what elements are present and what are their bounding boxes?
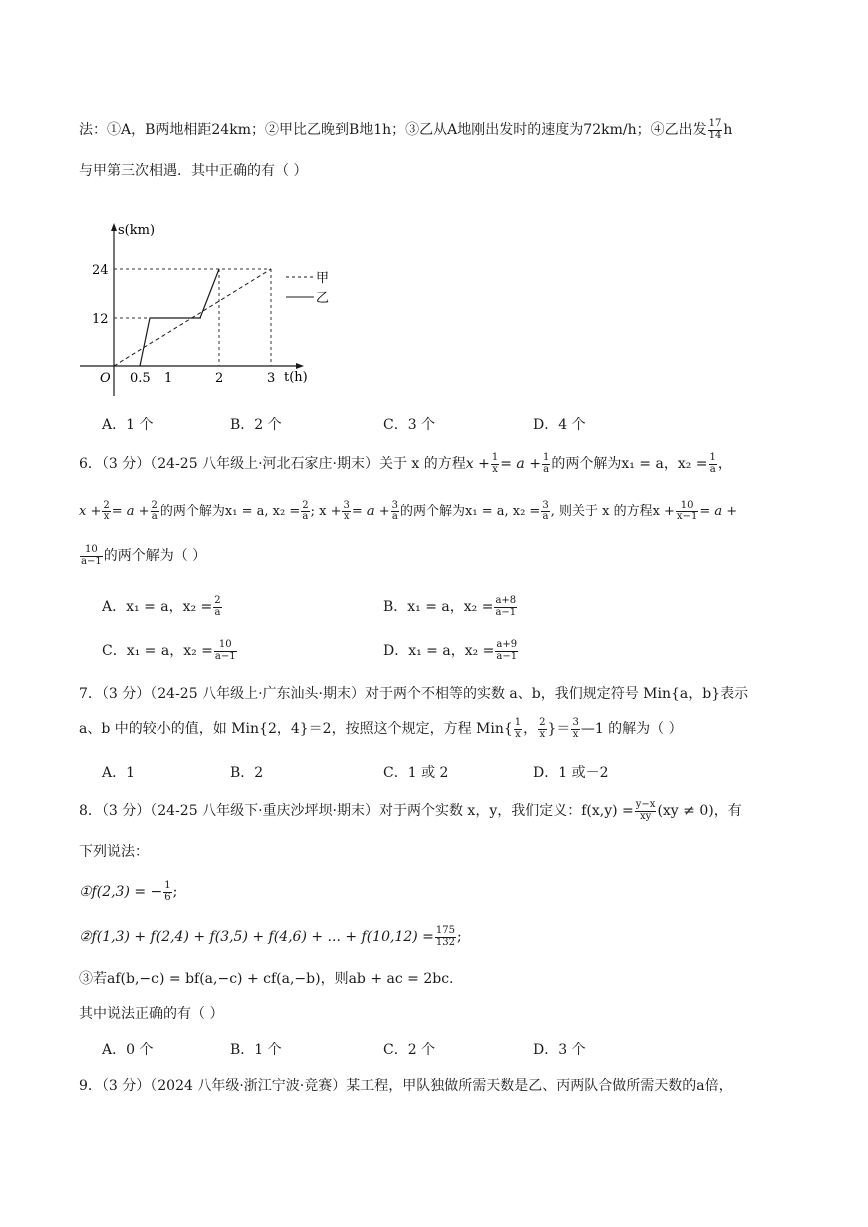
q6-line1: 6．（3 分）（24-25 八年级上·河北石家庄·期末）关于 x 的方程x + $\frac{1}{x}$ = a + $\frac{1}{a}$ 的两个解为x₁ = a，x₂ = $\frac{1}{a}$ ，: [79, 452, 732, 475]
q8-line2: 下列说法：: [79, 844, 149, 860]
y-tick-12: 12: [92, 312, 109, 327]
q8-statement-3: ③若af(b,−c) = bf(a,−c) + cf(a,−b)，则ab + ac = 2bc.: [79, 971, 454, 987]
q8-option-d[interactable]: D．3 个: [533, 1042, 586, 1058]
q6-option-d[interactable]: D．x₁ = a，x₂ = $\frac{a+9}{a-1}$: [383, 639, 518, 662]
q8-statement-2: ②f(1,3) + f(2,4) + f(3,5) + f(4,6) + ... + f(10,12) = $\frac{175}{132}$ ;: [79, 925, 462, 948]
q8-line1: 8．（3 分）（24-25 八年级下·重庆沙坪坝·期末）对于两个实数 x，y，我们定义：f(x,y) = $\frac{y-x}{xy}$ (xy ≠ 0)，有: [79, 799, 742, 822]
x-axis-label: t(h): [284, 370, 308, 385]
legend-jia: 甲: [316, 271, 330, 286]
x-tick-0.5: 0.5: [130, 371, 151, 386]
q5-statement-line2: 与甲第三次相遇．其中正确的有（ ）: [79, 163, 308, 179]
y-axis-label: s(km): [118, 223, 156, 238]
q6-option-a[interactable]: A．x₁ = a，x₂ = $\frac{2}{a}$: [102, 595, 221, 618]
origin-label: O: [100, 371, 111, 386]
legend-yi: 乙: [316, 291, 330, 306]
q5-statement-line1: 法：①A，B两地相距24km；②甲比乙晚到B地1h；③乙从A地刚出发时的速度为72km/h；④乙出发 $\frac{17}{14}$ h: [79, 118, 733, 141]
q7-line2: a、b 中的较小的值，如 Min{2，4}＝2，按照这个规定，方程 Min{ $\frac{1}{x}$ ， $\frac{2}{x}$ }＝ $\frac{3}{x}$ —1 的解为（ ）: [79, 717, 683, 740]
x-tick-2: 2: [215, 371, 224, 386]
q8-statement-1: ①f(2,3) = − $\frac{1}{6}$ ;: [79, 880, 178, 903]
q6-option-b[interactable]: B．x₁ = a，x₂ = $\frac{a+8}{a-1}$: [383, 595, 517, 618]
fraction: $\frac{17}{14}$: [708, 118, 722, 141]
x-tick-1: 1: [164, 371, 173, 386]
q8-question: 其中说法正确的有（ ）: [79, 1006, 224, 1022]
x-tick-3: 3: [267, 371, 276, 386]
q7-line1: 7．（3 分）（24-25 八年级上·广东汕头·期末）对于两个不相等的实数 a、b，我们规定符号 Min{a，b}表示: [79, 686, 749, 702]
q7-option-c[interactable]: C．1 或 2: [383, 765, 449, 781]
q7-option-b[interactable]: B．2: [230, 765, 264, 781]
q7-option-d[interactable]: D．1 或－2: [533, 765, 609, 781]
q5-option-a[interactable]: A．1 个: [102, 417, 154, 433]
x-axis-arrow: [296, 363, 304, 369]
q6-line3: $\frac{10}{a-1}$ 的两个解为（ ）: [81, 544, 207, 567]
q8-option-a[interactable]: A．0 个: [102, 1042, 154, 1058]
q6-line2: x + $\frac{2}{x}$ = a + $\frac{2}{a}$ 的两个解为x₁ = a, x₂ = $\frac{2}{a}$ ; x + $\frac{3}{x}$ = a + $\frac{3}{a}$ 的两个解为x₁ = a, x₂ = $\frac{3}{a}$ , 则关于 x 的方程x + $\frac{10}{x-1}$ = a +: [79, 499, 738, 522]
q5-option-d[interactable]: D．4 个: [533, 417, 586, 433]
q8-option-c[interactable]: C．2 个: [383, 1042, 436, 1058]
q9-line1: 9．（3 分）（2024 八年级·浙江宁波·竞赛）某工程，甲队独做所需天数是乙、丙两队合做所需天数的a倍，: [79, 1078, 733, 1094]
q5-option-c[interactable]: C．3 个: [383, 417, 436, 433]
q6-option-c[interactable]: C．x₁ = a，x₂ = $\frac{10}{a-1}$: [102, 639, 236, 662]
y-tick-24: 24: [92, 263, 109, 278]
q7-option-a[interactable]: A．1: [102, 765, 136, 781]
q5-option-b[interactable]: B．2 个: [230, 417, 282, 433]
distance-time-graph: [78, 218, 348, 400]
y-axis-arrow: [111, 223, 117, 231]
q8-option-b[interactable]: B．1 个: [230, 1042, 282, 1058]
yi-line: [140, 269, 219, 366]
